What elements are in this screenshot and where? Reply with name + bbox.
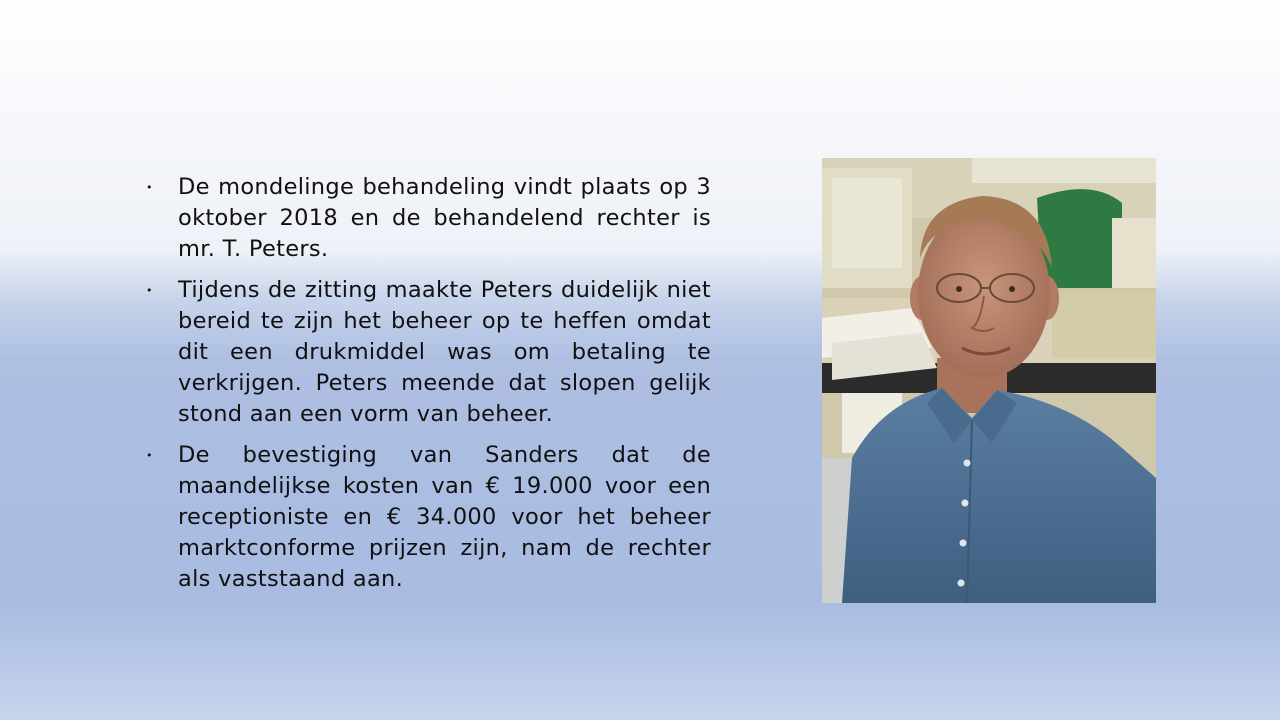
bullet-text: De bevestiging van Sanders dat de maandelijkse kosten van € 19.000 voor een receptioniste en € 34.000 voor het beheer marktconforme prijzen zijn, nam de rechter als vaststaand aan.	[178, 442, 711, 592]
bullet-dot-icon: •	[146, 449, 153, 462]
bullet-item	[143, 275, 711, 430]
portrait-photo	[822, 158, 1156, 603]
bullet-text: Tijdens de zitting maakte Peters duidelijk niet bereid te zijn het beheer op te heffen omdat dit een drukmiddel was om betaling te verkrijgen. Peters meende dat slopen gelijk stond aan een vorm van beheer.	[178, 277, 711, 427]
bullet-item	[143, 172, 711, 265]
portrait-image	[822, 158, 1156, 603]
bullet-list	[143, 172, 711, 605]
bullet-item	[143, 440, 711, 595]
bullet-dot-icon: •	[146, 284, 153, 297]
bullet-dot-icon: •	[146, 181, 153, 194]
bullet-text: De mondelinge behandeling vindt plaats op 3 oktober 2018 en de behandelend rechter is mr. T. Peters.	[178, 174, 711, 262]
